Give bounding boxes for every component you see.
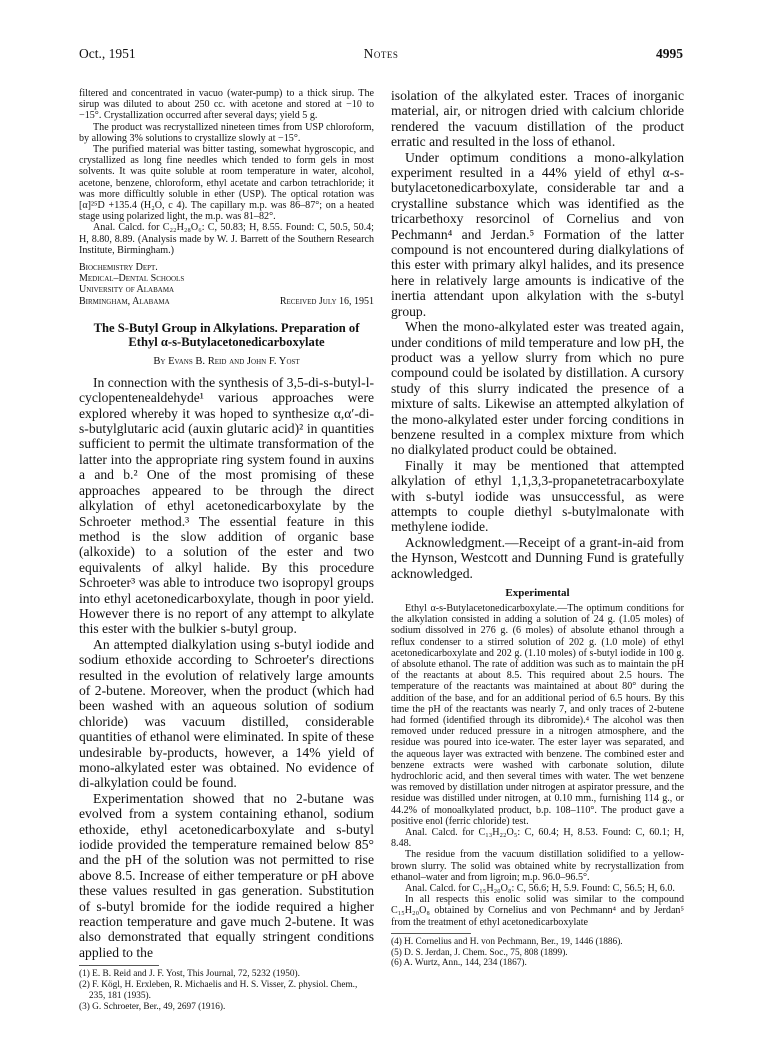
body-paragraph-5: Under optimum conditions a mono-alkylation experiment resulted in a 44% yield of ethyl α-s-butylacetonedicarboxylate, considerable tar and a crystalline substance which was identified as the tricarbethoxy resorcinol of Cornelius and von Pechmann⁴ and Jerdan.⁵ Formation of the latter compound is not encountered during dialkylations of this ester with primary alkyl halides, and its presence here in relatively large amounts is indicative of the inertia attendant upon alkylation with the s-butyl group. [391, 149, 684, 319]
prev-paragraph-1: filtered and concentrated in vacuo (water-pump) to a thick sirup. The sirup was diluted to about 250 cc. with acetone and stored at −10 to −15°. Crystallization occurred after several days; yield 5 g. [79, 88, 374, 122]
address-line: University of Alabama [79, 284, 175, 296]
prev-paragraph-2: The product was recrystallized nineteen times from USP chloroform, by allowing 3% solutions to crystallize slowly at −15°. [79, 121, 374, 144]
footnote: (5) D. S. Jerdan, J. Chem. Soc., 75, 808 (1899). [391, 947, 568, 958]
experimental-paragraph-3: In all respects this enolic solid was similar to the compound C₁₅H₂₀O₈ obtained by Cornelius and von Pechmann⁴ and by Jerdan⁵ from the treatment of ethyl acetonedicarboxylate [391, 894, 684, 928]
body-paragraph-3: Experimentation showed that no 2-butane was evolved from a system containing ethanol, sodium ethoxide, ethyl acetonedicarboxylate and s-butyl iodide provided the temperature remained below 85° and the pH of the solution was not permitted to rise above 8.5. Increase of either temperature or pH above these values resulted in gas generation. Substitution of s-butyl bromide for the iodide required a higher reaction temperature and gave much 2-butene. It was also demonstrated that equally stringent conditions applied to the [79, 790, 374, 960]
footnote-divider [79, 965, 159, 966]
page-number: 4995 [656, 46, 683, 61]
footnotes-left [79, 969, 374, 1012]
footnote: (4) H. Cornelius and H. von Pechmann, Ber., 19, 1446 (1886). [391, 936, 623, 947]
footnote-divider [391, 933, 471, 934]
footnotes-right [391, 937, 684, 969]
received-date: Received July 16, 1951 [279, 295, 374, 307]
body-paragraph-6: When the mono-alkylated ester was treated again, under conditions of mild temperature and low pH, the product was a yellow slurry from which no pure compound could be isolated by distillation. A cursory study of this slurry indicated the presence of a mixture of salts. Likewise an attempted alkylation of the mono-alkylated ester under forcing conditions in benzene resulted in a complex mixture from which no dialkylated product could be obtained. [391, 319, 684, 458]
prev-analysis: Anal. Calcd. for C₂₂H₂₈O₆: C, 50.83; H, 8.55. Found: C, 50.5, 50.4; H, 8.80, 8.89. (Analysis made by W. J. Barrett of the Southern Research Institute, Birmingham.) [79, 222, 374, 256]
address-line: Birmingham, Alabama [79, 295, 170, 307]
experimental-paragraph-1: Ethyl α-s-Butylacetonedicarboxylate.—The optimum conditions for the alkylation consisted in adding a solution of 24 g. (1.05 moles) of sodium dissolved in 276 g. (6 moles) of absolute ethanol through a reflux condenser to a stirred solution of 202 g. (1.0 mole) of ethyl acetonedicarboxylate and 202 g. (1.10 moles) of s-butyl iodide in 100 g. of absolute ethanol. The rate of addition was such as to maintain the pH of the reactants at about 8.5. This required about 2.5 hours. The temperature of the reactants was maintained at about 80° during the addition of the base, and for an additional period of 6.5 hours. By this time the pH of the reactants was nearly 7, and only traces of 2-butene had formed (identified through its dibromide).⁴ The alcohol was then removed under reduced pressure in a nitrogen atmosphere, and the residue was poured into ice-water. The ester layer was separated, and the aqueous layer was extracted with benzene. The combined ester and benzene extracts were washed with carbonate solution, dilute hydrochloric acid, and then several times with water. The wet benzene was removed by distillation under nitrogen at aspirator pressure, and the residue was distilled under nitrogen, at 0.10 mm., furnishing 114 g., or 44.2% of monoalkylated product, b.p. 108–110°. The product gave a positive enol (ferric chloride) test. [391, 603, 684, 827]
footnote: (3) G. Schroeter, Ber., 49, 2697 (1916). [79, 1001, 226, 1012]
body-paragraph-1: In connection with the synthesis of 3,5-di-s-butyl-l-cyclopentenealdehyde¹ various approaches were explored whereby it was hoped to synthesize α,α′-di-s-butylglutaric acid (auxin glutaric acid)² in quantities sufficient to permit the ultimate transformation of the latter into the appropriate ring system found in auxins a and b.² One of the most promising of these approaches appeared to be through the direct alkylation of ethyl acetonedicarboxylate by the Schroeter method.³ The essential feature in this method is the slow addition of organic base (alkoxide) to a solution of the ester and two equivalents of alkyl halide. By this procedure Schroeter³ was able to introduce two isopropyl groups into ethyl acetonedicarboxylate, though in poor yield. However there is no report of any attempt to alkylate this ester with the bulkier s-butyl group. [79, 374, 374, 637]
body-paragraph-4: isolation of the alkylated ester. Traces of inorganic material, air, or nitrogen dried with calcium chloride rendered the vacuum distillation of the product erratic and resulted in the loss of ethanol. [391, 88, 684, 150]
header-date: Oct., 1951 [79, 46, 136, 61]
article-title: The S-Butyl Group in Alkylations. Preparation of Ethyl α-s-Butylacetonedicarboxylate [93, 320, 360, 350]
footnote: (1) E. B. Reid and J. F. Yost, This Journal, 72, 5232 (1950). [79, 969, 300, 980]
address-line: Biochemistry Dept. [79, 262, 158, 274]
address-line: Medical–Dental Schools [79, 273, 185, 285]
acknowledgment: Acknowledgment.—Receipt of a grant-in-aid from the Hynson, Westcott and Dunning Fund is gratefully acknowledged. [391, 534, 684, 581]
page-header [79, 46, 683, 66]
footnote: (2) F. Kögl, H. Erxleben, R. Michaelis and H. S. Visser, Z. physiol. Chem., 235, 181 (1935). [79, 980, 358, 1001]
body-paragraph-2: An attempted dialkylation using s-butyl iodide and sodium ethoxide according to Schroeter's directions resulted in the evolution of relatively large amounts of 2-butene. Moreover, when the product (which had been washed with an aqueous solution of sodium chloride) was vacuum distilled, considerable quantities of ethanol were eliminated. In spite of these undesirable by-products, however, a 14% yield of mono-alkylated ester was obtained. No evidence of di-alkylation could be found. [79, 636, 374, 791]
left-column [79, 88, 374, 1012]
prev-paragraph-3: The purified material was bitter tasting, somewhat hygroscopic, and crystallized as long fine needles which tended to form gels in most solvents. It was quite soluble at room temperature in water, alcohol, acetone, benzene, chloroform, ethyl acetate and carbon tetrachloride; it was more difficultly soluble in ether (USP). The optical rotation was [α]²⁵D +135.4 (H₂O, c 4). The capillary m.p. was 86–87°; on a heated stage using polarized light, the m.p. was 81–82°. [79, 144, 374, 223]
experimental-heading: Experimental [505, 587, 570, 599]
body-paragraph-7: Finally it may be mentioned that attempted alkylation of ethyl 1,1,3,3-propanetetracarboxylate with s-butyl iodide was unsuccessful, as were attempts to couple diethyl s-butylmalonate with methylene iodide. [391, 457, 684, 535]
experimental-analysis-2: Anal. Calcd. for C₁₅H₂₀O₈: C, 56.6; H, 5.9. Found: C, 56.5; H, 6.0. [405, 883, 675, 895]
article-authors: By Evans B. Reid and John F. Yost [153, 355, 300, 367]
right-column [391, 88, 684, 969]
experimental-paragraph-2: The residue from the vacuum distillation solidified to a yellow-brown slurry. The solid was obtained white by recrystallization from ethanol–water and from ligroin; m.p. 96.0–96.5°. [391, 849, 684, 883]
author-address [79, 262, 374, 307]
header-section: Notes [363, 46, 399, 61]
footnote: (6) A. Wurtz, Ann., 144, 234 (1867). [391, 958, 527, 969]
experimental-analysis-1: Anal. Calcd. for C₁₃H₂₂O₅: C, 60.4; H, 8.53. Found: C, 60.1; H, 8.48. [391, 827, 684, 850]
